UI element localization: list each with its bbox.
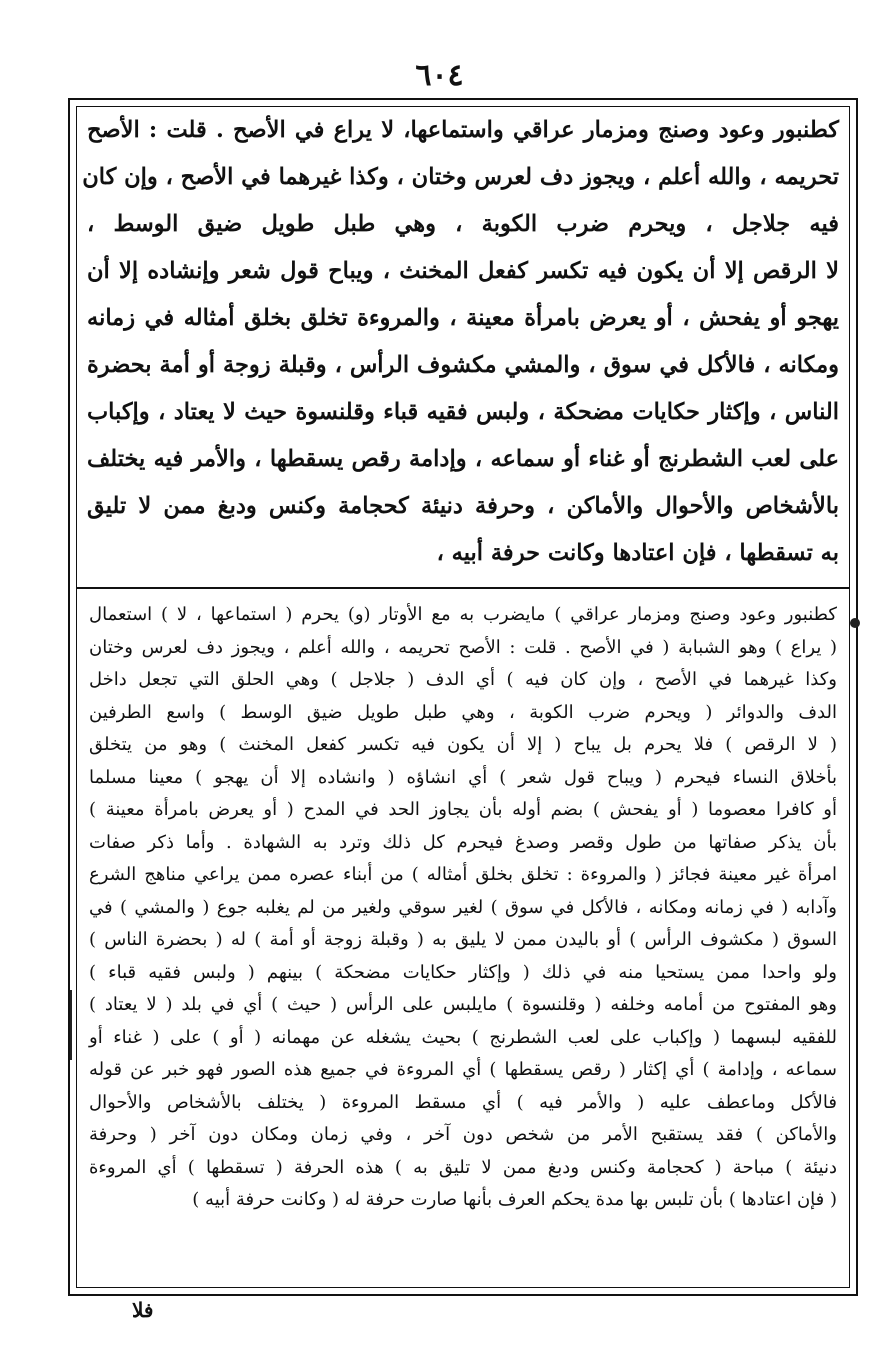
sharh-line: أو كافرا معصوما ( أو يفحش ) بضم أوله بأن يجاوز الحد في المدح ( أو يعرض بامرأة معينة ) [89,799,837,820]
matn-line: كطنبور وعود وصنج ومزمار عراقي واستماعها، لا يراع في الأصح . قلت : الأصح [87,117,839,143]
sharh-line: بأن يذكر صفاتها من طول وقصر وصدغ فيحرم كل ذلك وترد به الشهادة . وأما ذكر صفات [89,831,837,853]
margin-bracket-mark [58,990,72,1060]
sharh-line: والأماكن ) فقد يستقبح الأمر من شخص دون آخر ، وفي زمان ومكان دون آخر ( وحرفة [89,1124,837,1145]
sharh-line: السوق ( مكشوف الرأس ) أو باليدن ممن لا يليق به ( وقبلة زوجة أو أمة ) له ( بحضرة الناس ) [89,929,837,950]
sharh-line: للفقيه لبسهما ( وإكباب على لعب الشطرنج ) بحيث يشغله عن مهمانه ( أو ) على ( غناء أو [89,1026,837,1048]
matn-line: الناس ، وإكثار حكايات مضحكة ، ولبس فقيه قباء وقلنسوة حيث لا يعتاد ، وإكباب [87,399,839,425]
sharh-line: كطنبور وعود وصنج ومزمار عراقي ) مايضرب به مع الأوتار (و) يحرم ( استماعها ، لا ) استعمال [89,604,837,625]
margin-dot-mark [850,618,860,628]
sharh-line: ( فإن اعتادها ) بأن تلبس بها مدة يحكم العرف بأنها صارت حرفة له ( وكانت حرفة أبيه ) [192,1189,837,1210]
sharh-line: فالأكل وماعطف عليه ( والأمر فيه ) أي مسقط المروءة ( يختلف بالأشخاص والأحوال [89,1091,837,1113]
matn-line: تحريمه ، والله أعلم ، ويجوز دف لعرس وختان ، وكذا غيرهما في الأصح ، وإن كان [82,164,839,190]
matn-line: ومكانه ، فالأكل في سوق ، والمشي مكشوف الرأس ، وقبلة زوجة أو أمة بحضرة [87,352,839,378]
matn-line: لا الرقص إلا أن يكون فيه تكسر كفعل المخنث ، ويباح قول شعر وإنشاده إلا أن [87,258,839,284]
sharh-line: وكذا غيرهما في الأصح ، وإن كان فيه ) أي الدف ( جلاجل ) وهي الحلق التي تجعل داخل [89,669,837,690]
matn-line: يهجو أو يفحش ، أو يعرض بامرأة معينة ، والمروءة تخلق بخلق أمثاله في زمانه [87,305,839,331]
matn-line: به تسقطها ، فإن اعتادها وكانت حرفة أبيه ، [436,540,839,566]
sharh-line: امرأة غير معينة فجائز ( والمروءة : تخلق بخلق أمثاله ) من أبناء عصره ممن يراعي مناهج الشرع [89,864,837,885]
sharh-line: سماعه ، وإدامة ) أي إكثار ( رقص يسقطها ) أي المروءة في جميع هذه الصور فهو خبر عن قوله [89,1059,837,1080]
page-number: ٦٠٤ [415,58,464,93]
section-divider [77,587,849,589]
matn-line: على لعب الشطرنج أو غناء أو سماعه ، وإدامة رقص يسقطها ، والأمر فيه يختلف [87,446,839,472]
matn-line: بالأشخاص والأحوال والأماكن ، وحرفة دنيئة كحجامة وكنس ودبغ ممن لا تليق [87,493,839,519]
page-frame-inner [76,106,850,1288]
sharh-line: ( يراع ) وهو الشبابة ( في الأصح . قلت : الأصح تحريمه ، والله أعلم ، ويجوز دف لعرس وختان [89,636,837,658]
sharh-text-block [81,599,845,1283]
matn-line: فيه جلاجل ، ويحرم ضرب الكوبة ، وهي طبل طويل ضيق الوسط ، [87,211,839,237]
sharh-line: ولو واحدا ممن يستحيا منه في ذلك ( وإكثار حكايات مضحكة ) بينهم ( ولبس فقيه قباء ) [89,961,837,983]
catchword: فلا [132,1298,154,1322]
sharh-line: وهو المفتوح من أمامه وخلفه ( وقلنسوة ) مايلبس على الرأس ( حيث ) أي في بلد ( لا يعتاد ) [89,994,837,1015]
sharh-line: ( لا الرقص ) فلا يحرم بل يباح ( إلا أن يكون فيه تكسر كفعل المخنث ) وهو من يتخلق [89,734,837,755]
matn-text-block [81,107,845,585]
sharh-line: بأخلاق النساء فيحرم ( ويباح قول شعر ) أي انشاؤه ( وانشاده إلا أن يهجو ) معينا مسلما [89,766,837,788]
sharh-line: دنيئة ) مباحة ( كحجامة وكنس ودبغ ممن لا تليق به ) هذه الحرفة ( تسقطها ) أي المروءة [89,1156,837,1178]
page-frame [68,98,858,1296]
sharh-line: وآدابه ( في زمانه ومكانه ، فالأكل في سوق ) لغير سوقي ولغير من لم يغلبه جوع ( والمشي ) في [89,896,837,918]
sharh-line: الدف والدوائر ( ويحرم ضرب الكوبة ، وهي طبل طويل ضيق الوسط ) واسع الطرفين [89,701,837,723]
